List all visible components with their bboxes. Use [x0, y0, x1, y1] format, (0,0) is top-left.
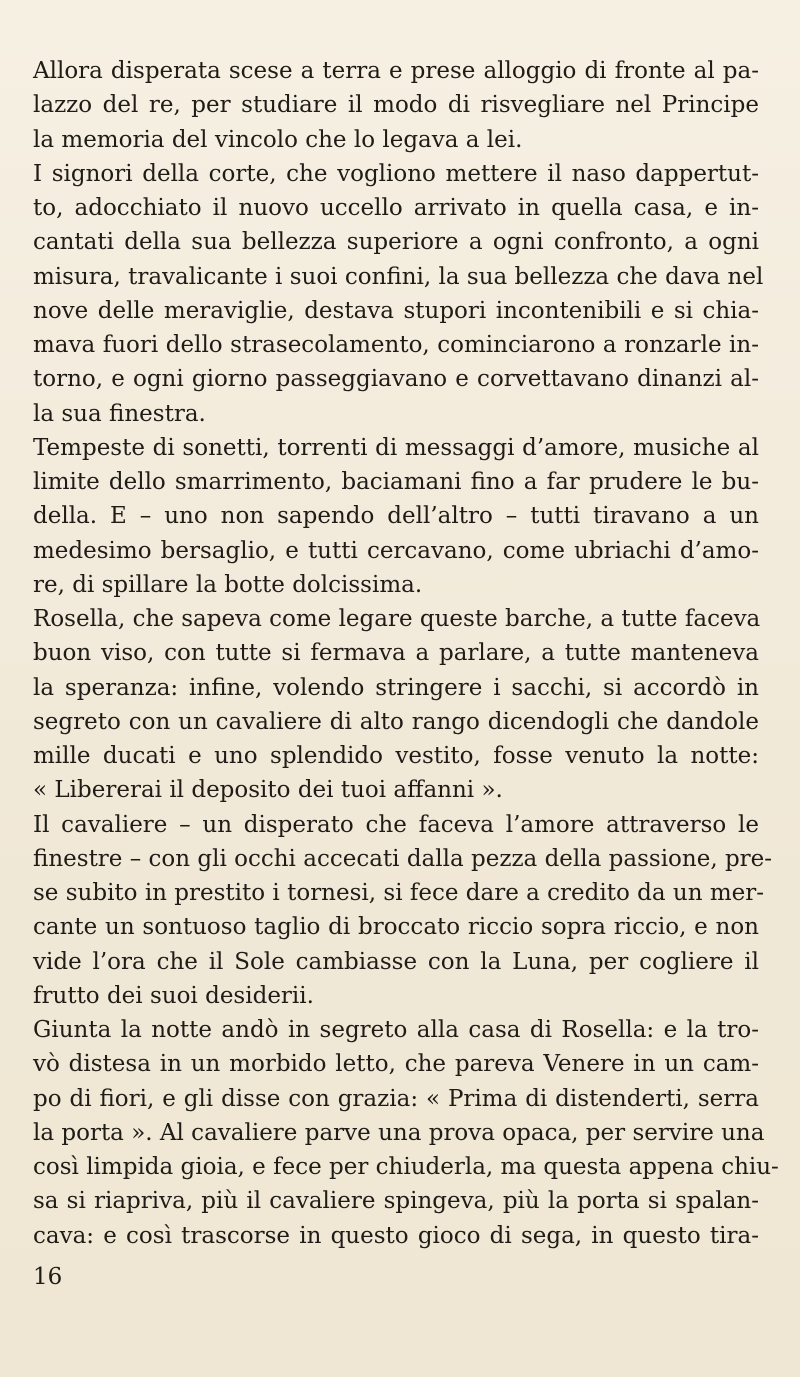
- text-line: lazzo del re, per studiare il modo di risvegliare nel Principe: [33, 92, 759, 119]
- text-line: Allora disperata scese a terra e prese alloggio di fronte al pa-: [33, 58, 759, 84]
- text-line: mava fuori dello strasecolamento, cominciarono a ronzarle in-: [33, 332, 759, 358]
- text-line: la memoria del vincolo che lo legava a lei.: [33, 126, 523, 153]
- text-line: finestre – con gli occhi accecati dalla pezza della passione, pre-: [33, 845, 773, 872]
- text-line: Giunta la notte andò in segreto alla casa di Rosella: e la tro-: [33, 1017, 759, 1043]
- text-line: cantati della sua bellezza superiore a ogni confronto, a ogni: [33, 229, 759, 256]
- text-line: la speranza: infine, volendo stringere i sacchi, si accordò in: [33, 674, 759, 701]
- text-line: cava: e così trascorse in questo gioco di sega, in questo tira-: [33, 1222, 759, 1249]
- page-number: 16: [33, 1264, 63, 1290]
- text-line: medesimo bersaglio, e tutti cercavano, come ubriachi d’amo-: [33, 537, 759, 564]
- text-line: limite dello smarrimento, baciamani fino a far prudere le bu-: [33, 469, 759, 495]
- text-line: la sua finestra.: [33, 400, 206, 427]
- text-line: cante un sontuoso taglio di broccato riccio sopra riccio, e non: [33, 914, 759, 941]
- text-line: I signori della corte, che vogliono mettere il naso dappertut-: [33, 160, 759, 187]
- text-line: la porta ». Al cavaliere parve una prova opaca, per servire una: [33, 1119, 765, 1146]
- text-line: misura, travalicante i suoi confini, la sua bellezza che dava nel: [33, 263, 764, 290]
- text-line: Tempeste di sonetti, torrenti di messaggi d’amore, musiche al: [33, 434, 759, 461]
- text-line: così limpida gioia, e fece per chiuderla, ma questa appena chiu-: [33, 1154, 779, 1180]
- text-line: Il cavaliere – un disperato che faceva l’amore attraverso le: [33, 811, 759, 838]
- text-line: buon viso, con tutte si fermava a parlare, a tutte manteneva: [33, 640, 759, 667]
- body-text: [33, 54, 779, 1253]
- text-line: frutto dei suoi desiderii.: [33, 982, 314, 1009]
- text-line: della. E – uno non sapendo dell’altro – tutti tiravano a un: [33, 503, 759, 530]
- text-line: « Libererai il deposito dei tuoi affanni ».: [33, 777, 503, 804]
- text-line: to, adocchiato il nuovo uccello arrivato in quella casa, e in-: [33, 195, 759, 221]
- text-line: sa si riapriva, più il cavaliere spingeva, più la porta si spalan-: [33, 1188, 759, 1215]
- text-line: vide l’ora che il Sole cambiasse con la Luna, per cogliere il: [33, 948, 759, 975]
- text-line: nove delle meraviglie, destava stupori incontenibili e si chia-: [33, 297, 759, 324]
- text-line: Rosella, che sapeva come legare queste barche, a tutte faceva: [33, 606, 761, 632]
- text-line: vò distesa in un morbido letto, che pareva Venere in un cam-: [33, 1051, 759, 1078]
- text-line: po di fiori, e gli disse con grazia: « Prima di distenderti, serra: [33, 1085, 759, 1112]
- text-line: torno, e ogni giorno passeggiavano e corvettavano dinanzi al-: [33, 366, 759, 393]
- text-line: mille ducati e uno splendido vestito, fosse venuto la notte:: [33, 743, 759, 769]
- text-line: se subito in prestito i tornesi, si fece dare a credito da un mer-: [33, 880, 765, 906]
- text-line: re, di spillare la botte dolcissima.: [33, 571, 423, 598]
- text-line: segreto con un cavaliere di alto rango dicendogli che dandole: [33, 708, 759, 735]
